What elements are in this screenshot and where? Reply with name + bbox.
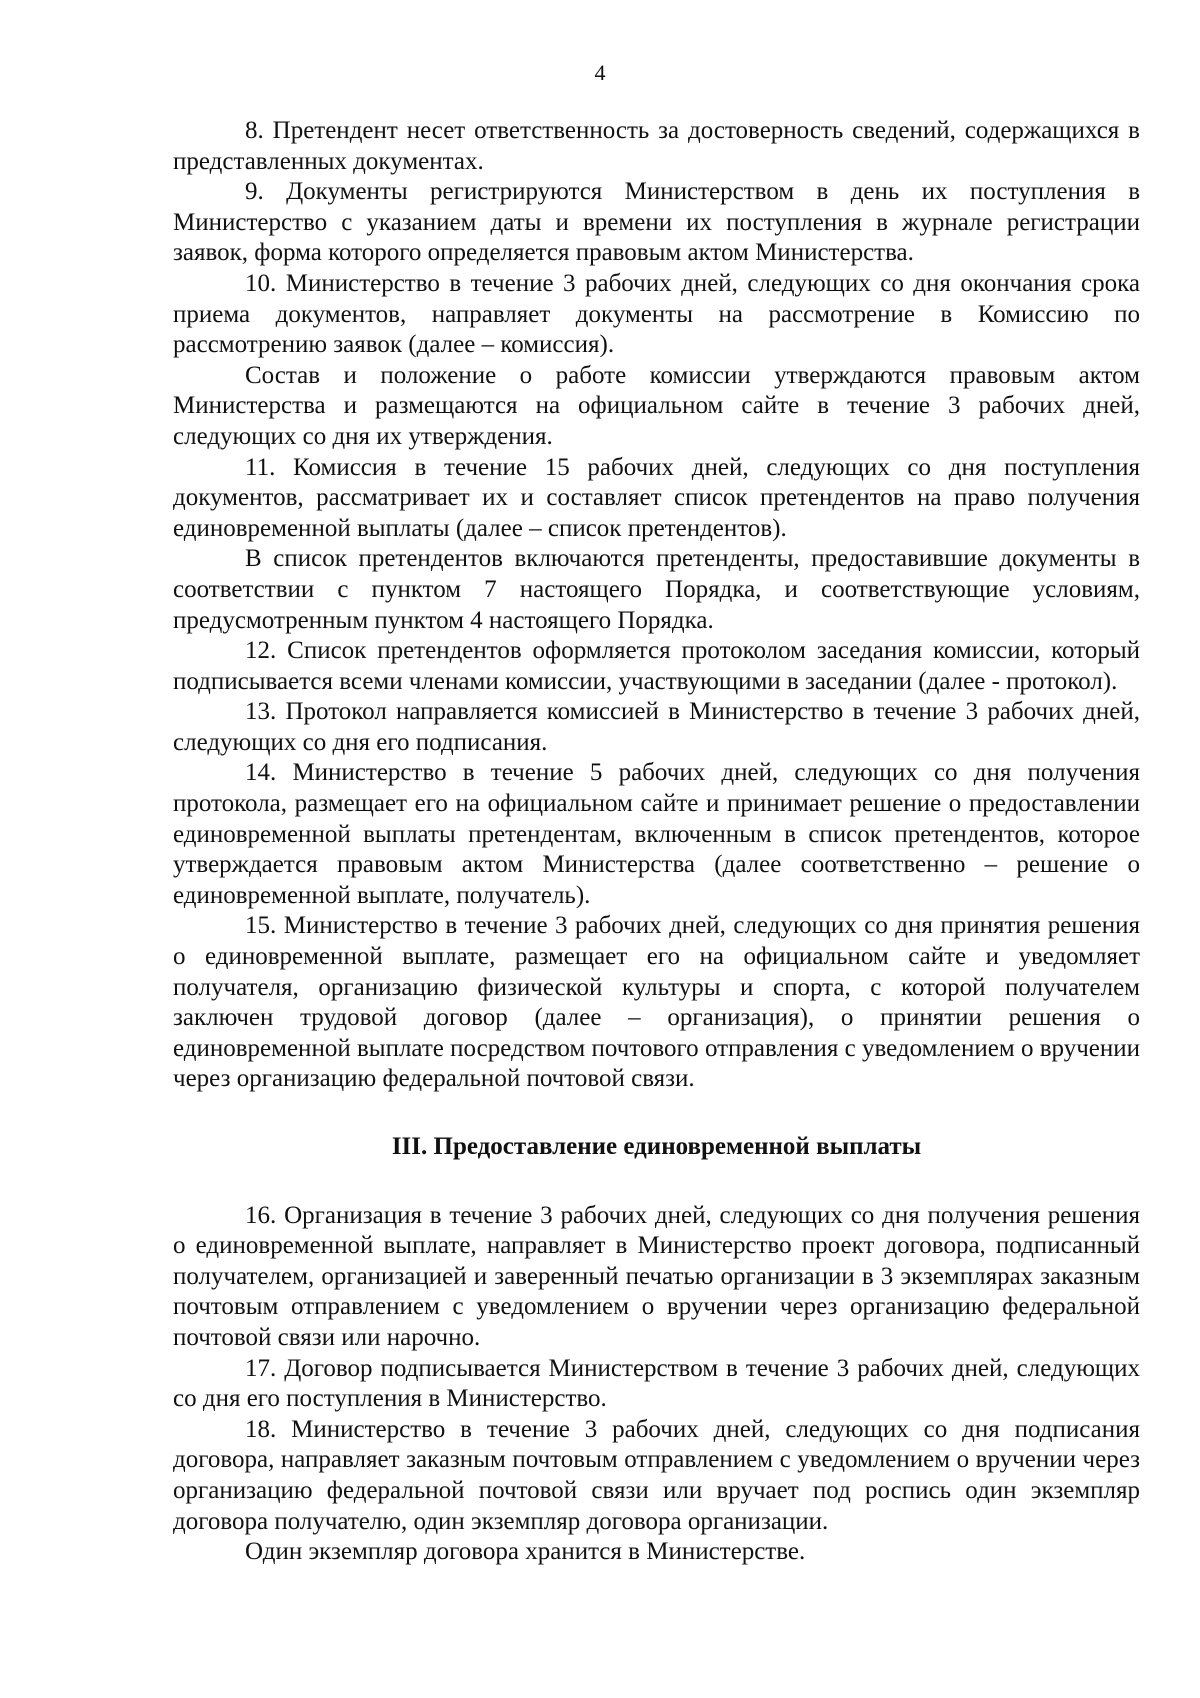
paragraph-11-candidate-list: В список претендентов включаются претенденты, предоставившие документы в соответствии с пунктом 7 настоящего Порядка, и соответствующие условиям, предусмотренным пунктом 4 настоящего Порядка. [173, 545, 1140, 634]
paragraph-18-storage: Один экземпляр договора хранится в Министерстве. [245, 1538, 806, 1566]
document-body [173, 116, 1140, 1568]
paragraph-13: 13. Протокол направляется комиссией в Министерство в течение 3 рабочих дней, следующих со дня его подписания. [173, 698, 1140, 756]
paragraph-9: 9. Документы регистрируются Министерством в день их поступления в Министерство с указанием даты и времени их поступления в журнале регистрации заявок, форма которого определяется правовым актом Министерства. [173, 178, 1140, 267]
paragraph-18: 18. Министерство в течение 3 рабочих дней, следующих со дня подписания договора, направляет заказным почтовым отправлением с уведомлением о вручении через организацию федеральной почтовой связи или вручает под роспись один экземпляр договора получателю, один экземпляр договора организации. [173, 1415, 1140, 1535]
page-number: 4 [594, 60, 606, 85]
paragraph-11: 11. Комиссия в течение 15 рабочих дней, следующих со дня поступления документов, рассматривает их и составляет список претендентов на право получения единовременной выплаты (далее – список претендентов). [173, 453, 1140, 542]
paragraph-14: 14. Министерство в течение 5 рабочих дней, следующих со дня получения протокола, размещает его на официальном сайте и принимает решение о предоставлении единовременной выплаты претендентам, включенным в список претендентов, которое утверждается правовым актом Министерства (далее соответственно – решение о единовременной выплате, получатель). [173, 759, 1140, 909]
paragraph-8: 8. Претендент несет ответственность за достоверность сведений, содержащихся в представленных документах. [173, 117, 1140, 175]
paragraph-15: 15. Министерство в течение 3 рабочих дней, следующих со дня принятия решения о единовременной выплате, размещает его на официальном сайте и уведомляет получателя, организацию физической культуры и спорта, с которой получателем заключен трудовой договор (далее – организация), о принятии решения о единовременной выплате посредством почтового отправления с уведомлением о вручении через организацию федеральной почтовой связи. [173, 912, 1140, 1093]
paragraph-17: 17. Договор подписывается Министерством в течение 3 рабочих дней, следующих со дня его поступления в Министерство. [173, 1354, 1140, 1413]
paragraph-10: 10. Министерство в течение 3 рабочих дней, следующих со дня окончания срока приема документов, направляет документы на рассмотрение в Комиссию по рассмотрению заявок (далее – комиссия). [173, 269, 1140, 359]
paragraph-10-commission-composition: Состав и положение о работе комиссии утверждаются правовым актом Министерства и размещаются на официальном сайте в течение 3 рабочих дней, следующих со дня их утверждения. [173, 361, 1140, 450]
paragraph-16: 16. Организация в течение 3 рабочих дней, следующих со дня получения решения о единовременной выплате, направляет в Министерство проект договора, подписанный получателем, организацией и заверенный печатью организации в 3 экземплярах заказным почтовым отправлением с уведомлением о вручении через организацию федеральной почтовой связи или нарочно. [173, 1201, 1140, 1351]
section-heading: III. Предоставление единовременной выплаты [391, 1133, 922, 1160]
paragraph-12: 12. Список претендентов оформляется протоколом заседания комиссии, который подписывается всеми членами комиссии, участвующими в заседании (далее - протокол). [173, 637, 1140, 695]
